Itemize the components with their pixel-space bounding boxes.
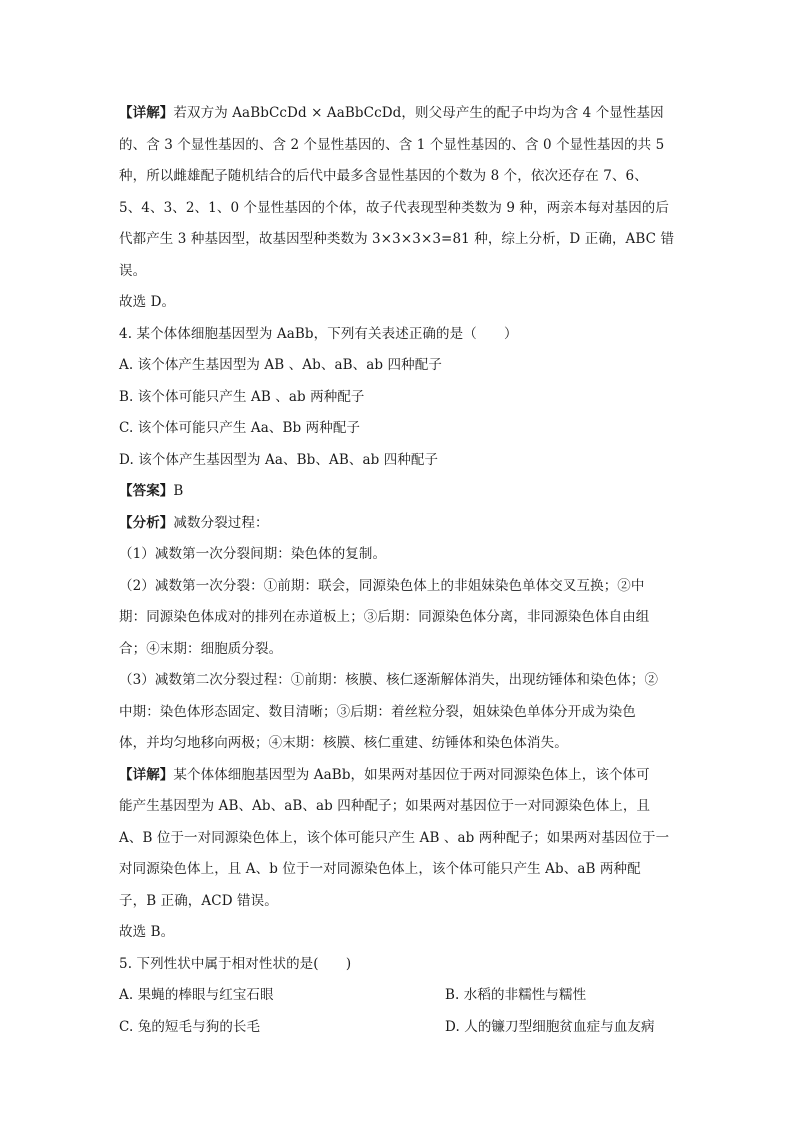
q5-option-a: A. 果蝇的棒眼与红宝石眼 <box>119 987 274 1003</box>
q3-detail-line-5: 代都产生 3 种基因型，故基因型种类数为 3×3×3×3=81 种，综上分析，D 正确，ABC 错 <box>119 231 675 247</box>
paragraph-text: 若双方为 AaBbCcDd × AaBbCcDd，则父母产生的配子中均为含 4 个显性基因 <box>173 105 664 121</box>
q5-options-row-1 <box>119 980 679 1012</box>
q4-analysis-line-6: （3）减数第二次分裂过程：①前期：核膜、核仁逐渐解体消失，出现纺锤体和染色体；② <box>119 672 659 688</box>
document-body <box>119 98 679 1043</box>
paragraph-text: 某个体体细胞基因型为 AaBb，如果两对基因位于两对同源染色体上，该个体可 <box>173 766 650 783</box>
detail-tag: 【详解】 <box>119 105 174 121</box>
q3-detail-line-2: 的、含 3 个显性基因的、含 2 个显性基因的、含 1 个显性基因的、含 0 个显性基因的共 5 <box>119 136 665 153</box>
q4-choice: 故选 B。 <box>119 924 175 940</box>
q3-detail-line-4: 5、4、3、2、1、0 个显性基因的个体，故子代表现型种类数为 9 种，两亲本每对基因的后 <box>119 199 669 216</box>
q4-option-a: A. 该个体产生基因型为 AB 、Ab、aB、ab 四种配子 <box>119 357 442 373</box>
q4-stem: 4. 某个体体细胞基因型为 AaBb，下列有关表述正确的是（ ） <box>119 325 518 342</box>
q4-detail-line-2: 能产生基因型为 AB、Ab、aB、ab 四种配子；如果两对基因位于一对同源染色体上，且 <box>119 798 651 814</box>
q4-option-b: B. 该个体可能只产生 AB 、ab 两种配子 <box>119 388 365 405</box>
q4-analysis-line-3: （2）减数第一次分裂：①前期：联会，同源染色体上的非姐妹染色单体交叉互换；②中 <box>119 577 645 594</box>
q4-analysis-line-5: 合；④末期：细胞质分裂。 <box>119 640 283 657</box>
q5-option-c: C. 兔的短毛与狗的长毛 <box>119 1018 261 1035</box>
q4-analysis-line-1 <box>119 508 679 540</box>
q4-analysis-line-2: （1）减数第一次分裂间期：染色体的复制。 <box>119 546 387 562</box>
q5-stem: 5. 下列性状中属于相对性状的是( ) <box>119 955 352 972</box>
q3-detail-line-1 <box>119 98 679 130</box>
q3-detail-line-6: 误。 <box>119 262 147 279</box>
detail-tag: 【详解】 <box>119 766 174 783</box>
q4-analysis-line-7: 中期：染色体形态固定、数目清晰；③后期：着丝粒分裂，姐妹染色单体分开成为染色 <box>119 703 636 720</box>
q4-option-c: C. 该个体可能只产生 Aa、Bb 两种配子 <box>119 420 361 436</box>
q4-detail-line-4: 对同源染色体上，且 A、b 位于一对同源染色体上，该个体可能只产生 Ab、aB 两种配 <box>119 861 641 877</box>
q5-option-b: B. 水稻的非糯性与糯性 <box>445 987 587 1003</box>
q3-choice: 故选 D。 <box>119 294 176 310</box>
q4-analysis-line-4: 期：同源染色体成对的排列在赤道板上；③后期：同源染色体分离，非同源染色体自由组 <box>119 609 650 625</box>
q5-options-row-2 <box>119 1012 679 1044</box>
q4-analysis-line-8: 体，并均匀地移向两极；④末期：核膜、核仁重建、纺锤体和染色体消失。 <box>119 735 568 751</box>
q4-detail-line-5: 子，B 正确，ACD 错误。 <box>119 892 278 909</box>
q4-detail-line-3: A、B 位于一对同源染色体上，该个体可能只产生 AB 、ab 两种配子；如果两对基因位于一 <box>119 829 670 846</box>
q3-detail-line-3: 种，所以雌雄配子随机结合的后代中最多含显性基因的个数为 8 个，依次还存在 7、6、 <box>119 168 648 184</box>
q4-option-d: D. 该个体产生基因型为 Aa、Bb、AB、ab 四种配子 <box>119 451 439 468</box>
analysis-tag: 【分析】 <box>119 514 174 531</box>
answer-value: B <box>173 483 184 499</box>
q4-detail-line-1 <box>119 760 679 792</box>
answer-tag: 【答案】 <box>119 483 174 499</box>
q4-answer <box>119 476 679 508</box>
paragraph-text: 减数分裂过程： <box>173 514 269 531</box>
q5-option-d: D. 人的镰刀型细胞贫血症与血友病 <box>445 1018 655 1035</box>
